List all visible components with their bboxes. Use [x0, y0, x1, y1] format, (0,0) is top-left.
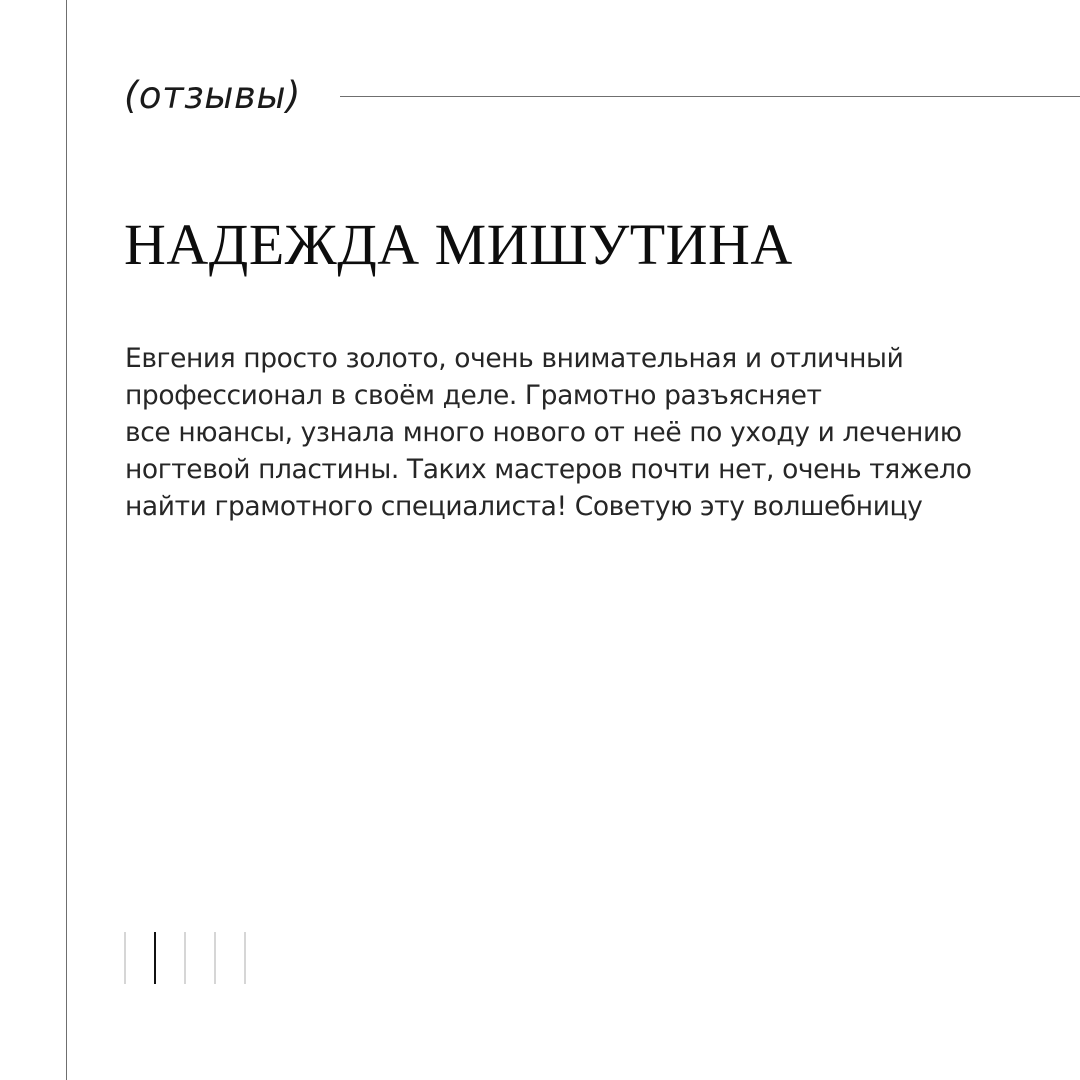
review-line: профессионал в своём деле. Грамотно разъясняет — [125, 380, 822, 411]
pager-mark — [184, 932, 186, 984]
pager-mark — [214, 932, 216, 984]
review-line: найти грамотного специалиста! Советую эту волшебницу — [125, 491, 923, 522]
review-line: ногтевой пластины. Таких мастеров почти нет, очень тяжело — [125, 454, 972, 485]
reviewer-name: НАДЕЖДА МИШУТИНА — [124, 212, 793, 277]
left-divider-line — [66, 0, 67, 1080]
pager-mark — [244, 932, 246, 984]
slide-pager — [124, 932, 246, 984]
pager-mark — [124, 932, 126, 984]
review-line: все нюансы, узнала много нового от неё по уходу и лечению — [125, 417, 962, 448]
section-label: (отзывы) — [124, 74, 301, 117]
header-divider-line — [340, 96, 1080, 97]
pager-mark-active — [154, 932, 156, 984]
review-line: Евгения просто золото, очень внимательная и отличный — [125, 343, 904, 374]
review-text — [125, 340, 1025, 525]
